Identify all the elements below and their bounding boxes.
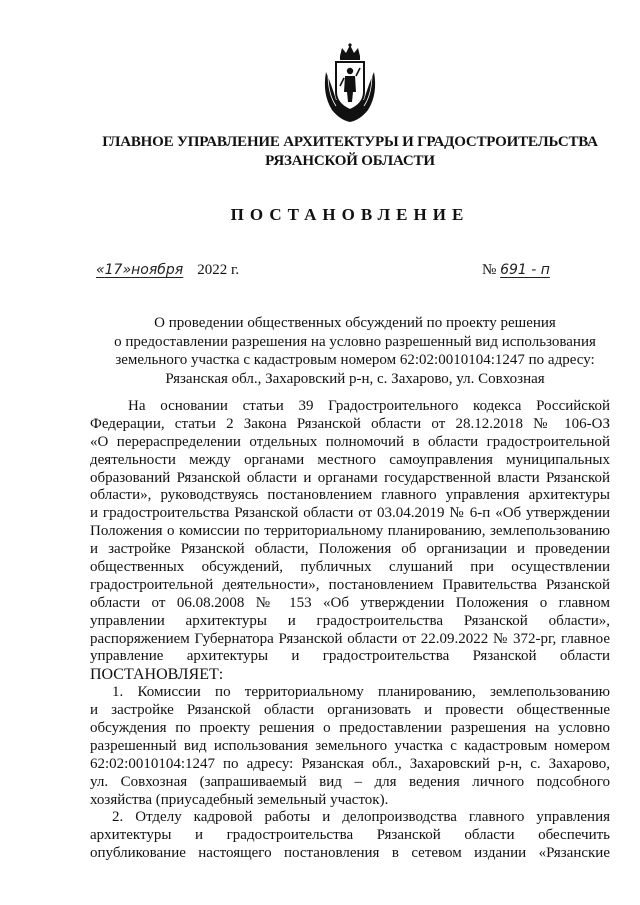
body-line: градостроительной деятельности», постановлением Правительства Рязанской xyxy=(90,576,610,593)
date-day: 17 xyxy=(104,262,123,278)
number-value: 691 - п xyxy=(500,262,550,278)
body-line: 1. Комиссии по территориальному планированию, землепользованию xyxy=(112,684,610,701)
body-line: общественных обсуждений, публичных слушаний при осуществлении xyxy=(90,559,610,576)
body-line: и градостроительства Рязанской области от 03.04.2019 № 6-п «Об утверждении xyxy=(90,505,610,522)
body-line: области», руководствуясь постановлением главного управления архитектуры xyxy=(90,487,610,504)
body-line: хозяйства (приусадебный земельный участок). xyxy=(90,791,389,808)
number-sign: № xyxy=(482,262,497,278)
organization-title xyxy=(70,133,630,171)
body-line: области от 06.08.2008 № 153 «Об утверждении Положения о главном xyxy=(90,594,610,611)
body-line: управлении архитектуры и градостроительства Рязанской области», xyxy=(90,612,610,629)
body-line: и застройке Рязанской области, Положения об организации и проведении xyxy=(90,541,610,558)
decree-keyword: ПОСТАНОВЛЯЕТ: xyxy=(90,666,224,684)
body-line: управление архитектуры и градостроительства Рязанской области xyxy=(90,648,610,665)
document-date xyxy=(96,262,239,279)
body-line: ул. Совхозная (запрашиваемый вид – для ведения личного подсобного xyxy=(90,773,610,790)
org-title-line-2: РЯЗАНСКОЙ ОБЛАСТИ xyxy=(265,153,435,169)
body-line: «О перераспределении отдельных полномочий в области градостроительной xyxy=(90,433,610,450)
body-line: образований Рязанской области и органами государственной власти Рязанской xyxy=(90,469,610,486)
subject-line: о предоставлении разрешения на условно разрешенный вид использования xyxy=(114,333,596,350)
subject-line: О проведении общественных обсуждений по проекту решения xyxy=(154,315,556,331)
date-year: 2022 г. xyxy=(197,262,240,278)
body-line: разрешенный вид использования земельного участка с кадастровым номером xyxy=(90,737,610,754)
document-subject xyxy=(96,314,614,388)
body-line: деятельности между органами местного самоуправления муниципальных xyxy=(90,451,610,468)
date-month: ноября xyxy=(131,262,184,278)
body-line: Положения о комиссии по территориальному планированию, землепользованию xyxy=(90,523,610,540)
body-line: Федерации, статьи 2 Закона Рязанской области от 28.12.2018 № 106-ОЗ xyxy=(90,415,610,432)
body-line: опубликование настоящего постановления в сетевом издании «Рязанские xyxy=(90,845,610,862)
subject-line: земельного участка с кадастровым номером 62:02:0010104:1247 по адресу: xyxy=(115,352,595,368)
date-quote-close: » xyxy=(122,262,132,278)
date-quote-open: « xyxy=(96,262,105,278)
body-line: 2. Отделу кадровой работы и делопроизводства главного управления xyxy=(112,809,610,826)
document-type-heading: ПОСТАНОВЛЕНИЕ xyxy=(230,205,470,224)
document-number xyxy=(482,262,550,279)
coat-of-arms-icon xyxy=(318,42,382,124)
document-body xyxy=(90,398,610,863)
body-line: На основании статьи 39 Градостроительного кодекса Российской xyxy=(128,398,610,414)
body-line: распоряжением Губернатора Рязанской области от 22.09.2022 № 372-рг, главное xyxy=(90,630,610,647)
body-line: архитектуры и градостроительства Рязанской области обеспечить xyxy=(90,827,610,844)
subject-line: Рязанская обл., Захаровский р-н, с. Захарово, ул. Совхозная xyxy=(165,370,545,387)
org-title-line-1: ГЛАВНОЕ УПРАВЛЕНИЕ АРХИТЕКТУРЫ И ГРАДОСТРОИТЕЛЬСТВА xyxy=(102,134,598,150)
body-line: 62:02:0010104:1247 по адресу: Рязанская обл., Захаровский р-н, с. Захарово, xyxy=(90,755,610,772)
body-line: и застройке Рязанской области организовать и провести общественные xyxy=(90,702,610,719)
body-line: обсуждения по проекту решения о предоставлении разрешения на условно xyxy=(90,720,610,737)
